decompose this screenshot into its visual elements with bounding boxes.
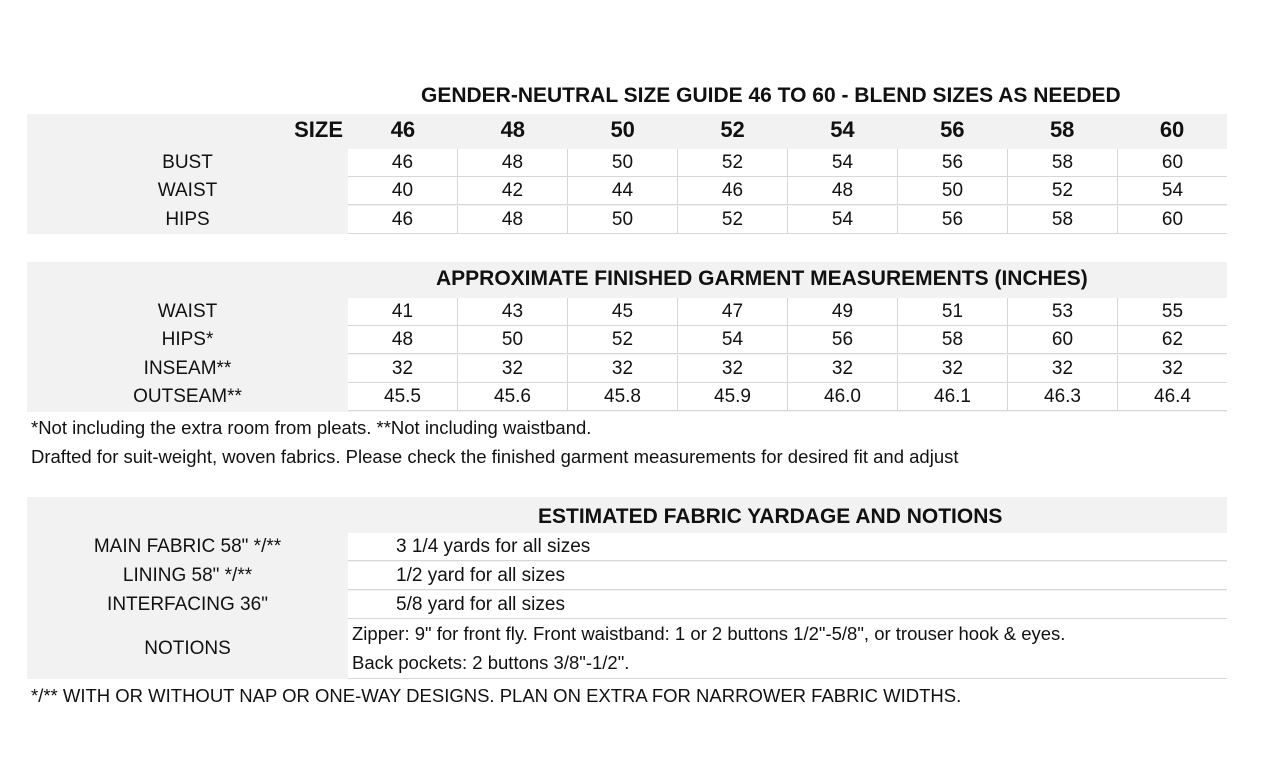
size-header-cell: 60 (1159, 117, 1185, 142)
table-cell: 46 (677, 177, 787, 204)
size-guide-title: GENDER-NEUTRAL SIZE GUIDE 46 TO 60 - BLEND SIZES AS NEEDED (421, 84, 1121, 107)
table-cell: 49 (787, 298, 897, 325)
table-cell: 46.4 (1117, 383, 1227, 410)
table-row (27, 355, 1227, 383)
table-cell: 52 (1007, 177, 1117, 204)
size-header-cell: 48 (500, 117, 526, 142)
row-label: BUST (162, 152, 213, 173)
table-cell: 40 (391, 180, 414, 201)
table-cell: 51 (897, 298, 1007, 325)
row-label: HIPS* (161, 329, 214, 350)
row-label: OUTSEAM** (133, 386, 242, 407)
table-cell: 32 (457, 355, 567, 382)
table-cell: 56 (897, 149, 1007, 176)
table-cell: 32 (677, 355, 787, 382)
table-cell: 42 (457, 177, 567, 204)
table-cell: 52 (567, 326, 677, 353)
finished-measurements-title: APPROXIMATE FINISHED GARMENT MEASUREMENTS (INCHES) (436, 267, 1088, 290)
table-cell: 54 (787, 149, 897, 176)
table-cell: 54 (677, 326, 787, 353)
yardage-footnote: */** WITH OR WITHOUT NAP OR ONE-WAY DESIGNS. PLAN ON EXTRA FOR NARROWER FABRIC WIDTHS. (31, 685, 962, 706)
table-cell: 50 (567, 149, 677, 176)
size-header-cell: 46 (390, 117, 416, 142)
table-row (27, 562, 1227, 590)
table-cell: 48 (457, 149, 567, 176)
table-cell: 46.0 (787, 383, 897, 410)
table-cell: 54 (1117, 177, 1227, 204)
fabric-note: Drafted for suit-weight, woven fabrics. Please check the finished garment measurements for desired fit and adjust (31, 446, 959, 467)
size-guide-table (27, 114, 1227, 234)
table-cell: 60 (1007, 326, 1117, 353)
notions-row (27, 619, 1227, 679)
table-cell: 32 (897, 355, 1007, 382)
table-cell: 58 (1007, 206, 1117, 233)
notions-line: Zipper: 9" for front fly. Front waistband: 1 or 2 buttons 1/2"-5/8", or trouser hook & eyes. (352, 623, 1066, 644)
table-cell: 46 (391, 152, 414, 173)
notions-label: NOTIONS (144, 638, 231, 659)
table-cell: 50 (567, 206, 677, 233)
row-label: HIPS (165, 209, 210, 230)
yardage-table (27, 497, 1227, 679)
table-cell: 52 (677, 149, 787, 176)
table-cell: 32 (391, 358, 414, 379)
yardage-value: 5/8 yard for all sizes (396, 594, 565, 615)
row-label: LINING 58" */** (122, 565, 253, 586)
table-cell: 58 (1007, 149, 1117, 176)
finished-note: *Not including the extra room from pleats. **Not including waistband. (31, 417, 592, 438)
table-cell: 45.6 (457, 383, 567, 410)
table-row (27, 533, 1227, 561)
table-cell: 56 (897, 206, 1007, 233)
table-cell: 52 (677, 206, 787, 233)
table-cell: 45.9 (677, 383, 787, 410)
table-cell: 62 (1117, 326, 1227, 353)
row-label: INSEAM** (143, 358, 232, 379)
table-cell: 50 (457, 326, 567, 353)
table-cell: 32 (1117, 355, 1227, 382)
row-label: WAIST (157, 180, 218, 201)
table-cell: 45 (567, 298, 677, 325)
table-row (27, 149, 1227, 177)
table-cell: 45.5 (384, 386, 421, 407)
table-cell: 32 (1007, 355, 1117, 382)
finished-measurements-table (27, 262, 1227, 412)
table-cell: 43 (457, 298, 567, 325)
table-row (27, 591, 1227, 619)
table-cell: 46.3 (1007, 383, 1117, 410)
size-header-cell: 56 (940, 117, 965, 142)
yardage-value: 3 1/4 yards for all sizes (396, 536, 591, 557)
row-label: INTERFACING 36" (107, 594, 268, 615)
table-cell: 44 (567, 177, 677, 204)
table-row (27, 206, 1227, 234)
table-cell: 45.8 (567, 383, 677, 410)
table-cell: 46 (391, 209, 414, 230)
row-label: WAIST (157, 301, 218, 322)
table-cell: 48 (391, 329, 414, 350)
size-header-cell: 54 (830, 117, 855, 142)
table-cell: 41 (391, 301, 414, 322)
row-label: MAIN FABRIC 58" */** (93, 536, 282, 557)
table-cell: 56 (787, 326, 897, 353)
table-cell: 53 (1007, 298, 1117, 325)
table-cell: 50 (897, 177, 1007, 204)
size-header-cell: 50 (610, 117, 635, 142)
yardage-title: ESTIMATED FABRIC YARDAGE AND NOTIONS (538, 505, 1003, 528)
size-header-cell: 58 (1049, 117, 1075, 142)
table-cell: 55 (1117, 298, 1227, 325)
table-cell: 60 (1117, 149, 1227, 176)
table-cell: 47 (677, 298, 787, 325)
table-row (27, 298, 1227, 326)
size-label: SIZE (294, 117, 343, 142)
table-cell: 32 (787, 355, 897, 382)
table-cell: 58 (897, 326, 1007, 353)
table-cell: 54 (787, 206, 897, 233)
notions-line: Back pockets: 2 buttons 3/8"-1/2". (352, 652, 630, 673)
table-cell: 60 (1117, 206, 1227, 233)
size-header-cell: 52 (720, 117, 745, 142)
yardage-value: 1/2 yard for all sizes (396, 565, 565, 586)
size-header-row (27, 114, 1227, 146)
table-cell: 48 (457, 206, 567, 233)
table-cell: 46.1 (897, 383, 1007, 410)
table-row (27, 326, 1227, 354)
table-row (27, 383, 1227, 411)
table-cell: 48 (787, 177, 897, 204)
table-cell: 32 (567, 355, 677, 382)
table-row (27, 177, 1227, 205)
